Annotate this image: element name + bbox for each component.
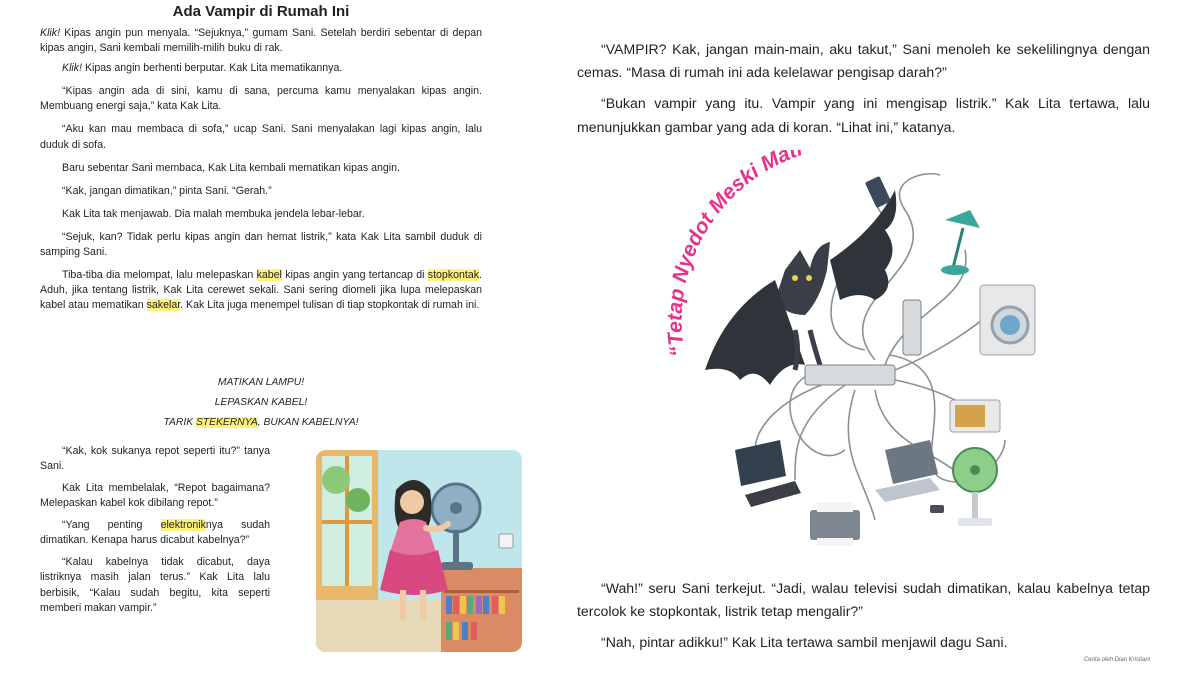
laptop-icon bbox=[875, 440, 940, 502]
poster-title: “Tetap Nyedot Meski Mat bbox=[663, 150, 800, 359]
story-title: Ada Vampir di Rumah Ini bbox=[172, 3, 350, 20]
highlight-word: kabel bbox=[256, 268, 282, 281]
paragraph-10: “Kak, kok sukanya repot seperti itu?” tanya Sani. bbox=[40, 445, 270, 473]
paragraph-4: “Aku kan mau membaca di sofa,” ucap Sani. Sani menyalakan lagi kipas angin, lalu duduk di sofa. bbox=[40, 123, 482, 151]
onomatopoeia: Klik! bbox=[40, 27, 61, 39]
standing-fan-icon bbox=[953, 448, 997, 526]
sign-line-2: LEPASKAN KABEL! bbox=[214, 397, 308, 408]
highlight-word: STEKERNYA bbox=[195, 417, 258, 428]
sign-line-1: MATIKAN LAMPU! bbox=[217, 377, 305, 388]
author-credit: Cerita oleh Dian Kristiani bbox=[1083, 657, 1150, 663]
paragraph-8: “Sejuk, kan? Tidak perlu kipas angin dan hemat listrik,” kata Kak Lita sambil duduk di samping Sani. bbox=[40, 230, 482, 258]
phone-icon bbox=[865, 176, 891, 208]
paragraph-5: Baru sebentar Sani membaca, Kak Lita kembali mematikan kipas angin. bbox=[62, 161, 400, 174]
bat-icon bbox=[705, 190, 896, 385]
computer-monitor-icon bbox=[735, 440, 801, 507]
paragraph-12: “Yang penting elektroniknya sudah dimatikan. Kenapa harus dicabut kabelnya?” bbox=[40, 518, 271, 547]
right-body-top bbox=[577, 38, 1150, 147]
power-strip-icon bbox=[903, 300, 921, 355]
desk-lamp-icon bbox=[941, 210, 980, 275]
paragraph-11: Kak Lita membelalak, “Repot bagaimana? Melepaskan kabel kok dibilang repot.” bbox=[40, 481, 270, 510]
onomatopoeia: Klik! bbox=[62, 62, 83, 75]
paragraph-16: “Wah!” seru Sani terkejut. “Jadi, walau televisi sudah dimatikan, kalau kabelnya tetap tercolok ke stopkontak, listrik tetap mengalir?” bbox=[577, 580, 1150, 620]
paragraph-15: “Bukan vampir yang itu. Vampir yang ini mengisap listrik.” Kak Lita tertawa, lalu menunjukkan gambar yang ada di koran. “Lihat ini,” katanya. bbox=[577, 95, 1150, 135]
paragraph-17: “Nah, pintar adikku!” Kak Lita tertawa sambil menjawil dagu Sani. bbox=[601, 634, 1008, 651]
paragraph-3: “Kipas angin ada di sini, kamu di sana, percuma kamu menyalakan kipas angin. Membuang energi saja,” kata Kak Lita. bbox=[40, 85, 482, 113]
highlight-word: stopkontak bbox=[427, 268, 480, 281]
story-body-bottom bbox=[40, 444, 270, 623]
paragraph-1: Klik! Kipas angin pun menyala. “Sejuknya,” gumam Sani. Setelah berdiri sebentar di depan kipas angin, Sani kembali memilih-milih buku di rak. bbox=[40, 27, 482, 55]
energy-vampire-poster bbox=[645, 150, 1065, 570]
washing-machine-icon bbox=[980, 285, 1035, 355]
sign-line-3: TARIK STEKERNYA, BUKAN KABELNYA! bbox=[163, 417, 359, 428]
power-strip-icon bbox=[805, 365, 895, 385]
paragraph-9: Tiba-tiba dia melompat, lalu melepaskan kabel kipas angin yang tertancap di stopkontak. Aduh, jika tentang listrik, Kak Lita cerewet sekali. Sani sering diomeli jika lupa melepaskan kabel atau mematikan sakelar. Kak Lita juga menempel tulisan di tiap stopkontak di rumah ini. bbox=[40, 268, 482, 312]
paragraph-7: Kak Lita tak menjawab. Dia malah membuka jendela lebar-lebar. bbox=[62, 207, 365, 220]
microwave-icon bbox=[950, 400, 1000, 432]
girl-with-fan-illustration bbox=[316, 450, 522, 652]
paragraph-14: “VAMPIR? Kak, jangan main-main, aku takut,” Sani menoleh ke sekelilingnya dengan cemas. “Masa di rumah ini ada kelelawar pengisap darah?” bbox=[577, 41, 1150, 81]
paragraph-2: Klik! Kipas angin berhenti berputar. Kak Lita mematikannya. bbox=[62, 62, 343, 75]
paragraph-13: “Kalau kabelnya tidak dicabut, daya listriknya masih jalan terus.” Kak Lita lalu berbisik, “Kalau sudah begitu, kita seperti memberi makan vampir.” bbox=[40, 555, 270, 614]
printer-icon bbox=[810, 502, 860, 546]
story-body-top bbox=[40, 26, 482, 321]
outlet-signs bbox=[40, 373, 482, 433]
right-body-bottom bbox=[577, 577, 1150, 663]
plug-icon bbox=[930, 505, 944, 513]
highlight-word: sakelar bbox=[146, 299, 181, 312]
paragraph-6: “Kak, jangan dimatikan,” pinta Sani. “Gerah.” bbox=[62, 184, 272, 197]
highlight-word: elektronik bbox=[160, 518, 206, 531]
left-page bbox=[40, 0, 482, 675]
